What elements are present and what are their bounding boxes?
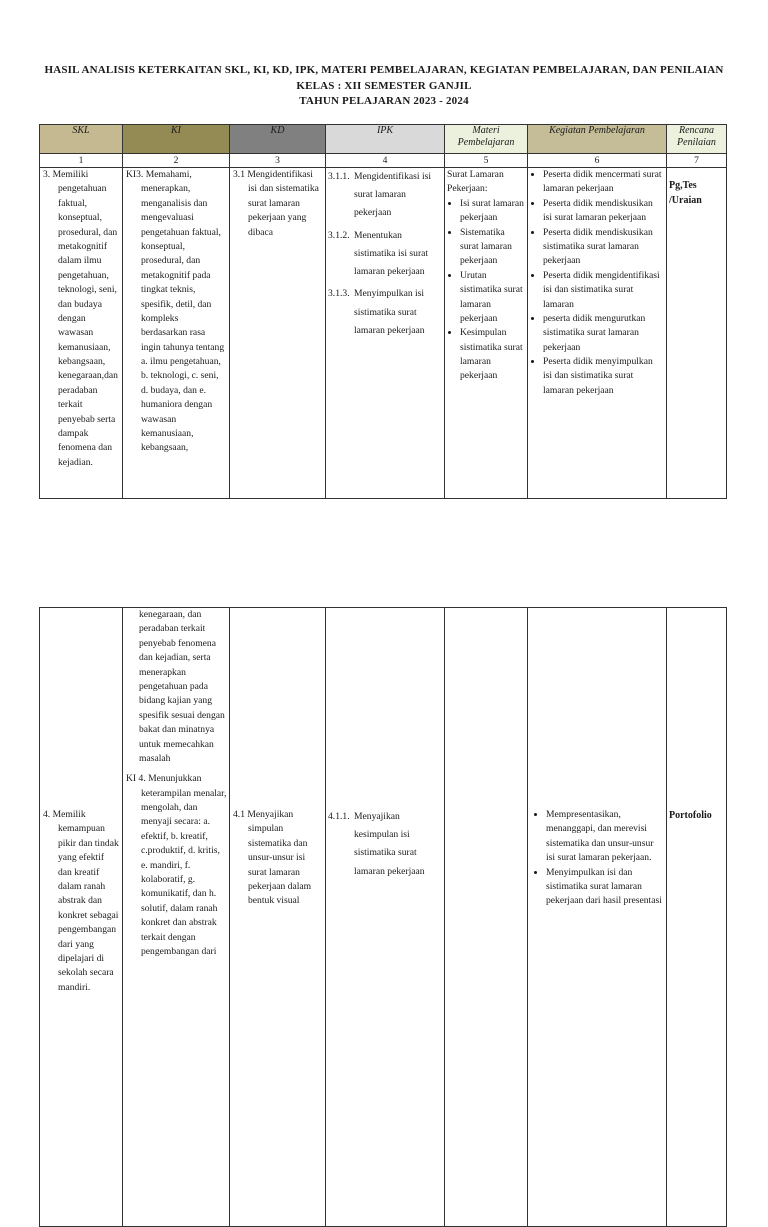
list-item: • Peserta didik mendiskusikan isi surat lamaran pekerjaan bbox=[543, 197, 664, 226]
header-ipk: IPK bbox=[326, 125, 445, 154]
materi-intro: Surat Lamaran Pekerjaan: bbox=[447, 169, 504, 195]
ki-continuation-text: kenegaraan, dan peradaban terkait penyebab fenomena dan kejadian, serta menerapkan pengetahuan pada bidang kajian yang spesifik sesuai dengan bakat dan minatnya untuk memecahkan masalah bbox=[139, 609, 225, 764]
kd-text: 3.1 Mengidentifikasi isi dan sistematika surat lamaran pekerjaan yang dibaca bbox=[233, 169, 319, 238]
ipk-cell bbox=[326, 608, 445, 1227]
ki-cell bbox=[123, 168, 230, 499]
kegiatan-cell bbox=[528, 608, 667, 1227]
document-title-line2: KELAS : XII SEMESTER GANJIL bbox=[296, 80, 472, 92]
analysis-table-page1 bbox=[39, 124, 727, 499]
list-item: • Peserta didik mendiskusikan sistimatika surat lamaran pekerjaan bbox=[543, 226, 664, 269]
penilaian-text: Portofolio bbox=[669, 810, 712, 821]
ipk-item bbox=[328, 227, 442, 282]
header-kegiatan: Kegiatan Pembelajaran bbox=[528, 125, 667, 154]
header-ki: KI bbox=[123, 125, 230, 154]
penilaian-cell bbox=[667, 168, 727, 499]
ki-text: KI3. Memahami, menerapkan, menganalisis dan mengevaluasi pengetahuan faktual, konseptual, prosedural, dan metakognitif pada tingkat teknis, spesifik, detil, dan kompleks berdasarkan rasa ingin tahunya tentang a. ilmu pengetahuan, b. teknologi, c. seni, d. budaya, dan e. humaniora dengan wawasan kemanusiaan, kebangsaan, bbox=[126, 169, 225, 454]
penilaian-text: Pg,Tes /Uraian bbox=[669, 180, 702, 206]
column-number: 4 bbox=[326, 154, 445, 168]
header-skl: SKL bbox=[40, 125, 123, 154]
column-number: 3 bbox=[230, 154, 326, 168]
ipk-text: Menyimpulkan isi sistimatika surat lamaran pekerjaan bbox=[354, 288, 425, 336]
kd-text: 4.1 Menyajikan simpulan sistematika dan unsur-unsur isi surat lamaran pekerjaan dalam bentuk visual bbox=[233, 809, 312, 907]
list-item: • Isi surat lamaran pekerjaan bbox=[460, 197, 525, 226]
kegiatan-list bbox=[530, 808, 664, 909]
column-number-row bbox=[40, 154, 727, 168]
materi-list bbox=[447, 197, 525, 384]
list-item: • Kesimpulan sistimatika surat lamaran pekerjaan bbox=[460, 326, 525, 384]
header-kd: KD bbox=[230, 125, 326, 154]
ipk-number: 3.1.2. bbox=[328, 229, 350, 241]
ipk-text: Mengidentifikasi isi surat lamaran pekerjaan bbox=[354, 171, 432, 219]
ipk-item bbox=[328, 168, 442, 223]
ipk-text: Menyajikan kesimpulan isi sistimatika surat lamaran pekerjaan bbox=[354, 811, 425, 877]
list-item: • Urutan sistimatika surat lamaran pekerjaan bbox=[460, 269, 525, 327]
materi-cell bbox=[445, 168, 528, 499]
analysis-table-page2 bbox=[39, 607, 727, 1227]
document-title-line3: TAHUN PELAJARAN 2023 - 2024 bbox=[299, 95, 469, 107]
list-item: • Peserta didik mencermati surat lamaran pekerjaan bbox=[543, 168, 664, 197]
kegiatan-cell bbox=[528, 168, 667, 499]
ipk-number: 4.1.1. bbox=[328, 811, 350, 822]
table-row bbox=[40, 608, 727, 1227]
document-title-line1: HASIL ANALISIS KETERKAITAN SKL, KI, KD, IPK, MATERI PEMBELAJARAN, KEGIATAN PEMBELAJARAN, DAN PENILAIAN bbox=[44, 64, 724, 76]
list-item: • Menyimpulkan isi dan sistimatika surat lamaran pekerjaan dari hasil presentasi bbox=[546, 866, 664, 909]
ipk-item bbox=[328, 808, 442, 881]
list-item: • peserta didik mengurutkan sistimatika surat lamaran pekerjaan bbox=[543, 312, 664, 355]
skl-cell bbox=[40, 608, 123, 1227]
skl-text: 3. Memiliki pengetahuan faktual, konseptual, prosedural, dan metakognitif dalam ilmu pengetahuan, teknologi, seni, dan budaya dengan wawasan kemanusiaan, kebangsaan, kenegaraan,dan peradaban terkait penyebab serta dampak fenomena dan kejadian. bbox=[43, 169, 118, 468]
ipk-number: 3.1.3. bbox=[328, 288, 350, 300]
column-number: 2 bbox=[123, 154, 230, 168]
header-materi: Materi Pembelajaran bbox=[445, 125, 528, 154]
table-header-row bbox=[40, 125, 727, 154]
header-penilaian: Rencana Penilaian bbox=[667, 125, 727, 154]
column-number: 5 bbox=[445, 154, 528, 168]
kegiatan-list bbox=[530, 168, 664, 398]
ki-cell bbox=[123, 608, 230, 1227]
ipk-cell bbox=[326, 168, 445, 499]
ipk-text: Menentukan sistimatika isi surat lamaran pekerjaan bbox=[354, 229, 429, 278]
list-item: • Sistematika surat lamaran pekerjaan bbox=[460, 226, 525, 269]
column-number: 6 bbox=[528, 154, 667, 168]
table-row bbox=[40, 168, 727, 499]
column-number: 7 bbox=[667, 154, 727, 168]
ipk-number: 3.1.1. bbox=[328, 171, 350, 182]
list-item: • Peserta didik menyimpulkan isi dan sistimatika surat lamaran pekerjaan bbox=[543, 355, 664, 398]
penilaian-cell bbox=[667, 608, 727, 1227]
list-item: • Peserta didik mengidentifikasi isi dan sistimatika surat lamaran bbox=[543, 269, 664, 312]
column-number: 1 bbox=[40, 154, 123, 168]
skl-text: 4. Memilik kemampuan pikir dan tindak yang efektif dan kreatif dalam ranah abstrak dan konkret sebagai pengembangan dari yang dipelajari di sekolah secara mandiri. bbox=[43, 809, 119, 993]
ki-text: KI 4. Menunjukkan keterampilan menalar, mengolah, dan menyaji secara: a. efektif, b. kreatif, c.produktif, d. kritis, e. mandiri, f. kolaboratif, g. komunikatif, dan h. solutif, dalam ranah konkret dan abstrak terkait dengan pengembangan dari bbox=[126, 773, 227, 957]
kd-cell bbox=[230, 608, 326, 1227]
kd-cell bbox=[230, 168, 326, 499]
materi-cell bbox=[445, 608, 528, 1227]
skl-cell bbox=[40, 168, 123, 499]
ipk-item bbox=[328, 285, 442, 340]
list-item: • Mempresentasikan, menanggapi, dan merevisi sistematika dan unsur-unsur isi surat lamaran pekerjaan. bbox=[546, 808, 664, 866]
